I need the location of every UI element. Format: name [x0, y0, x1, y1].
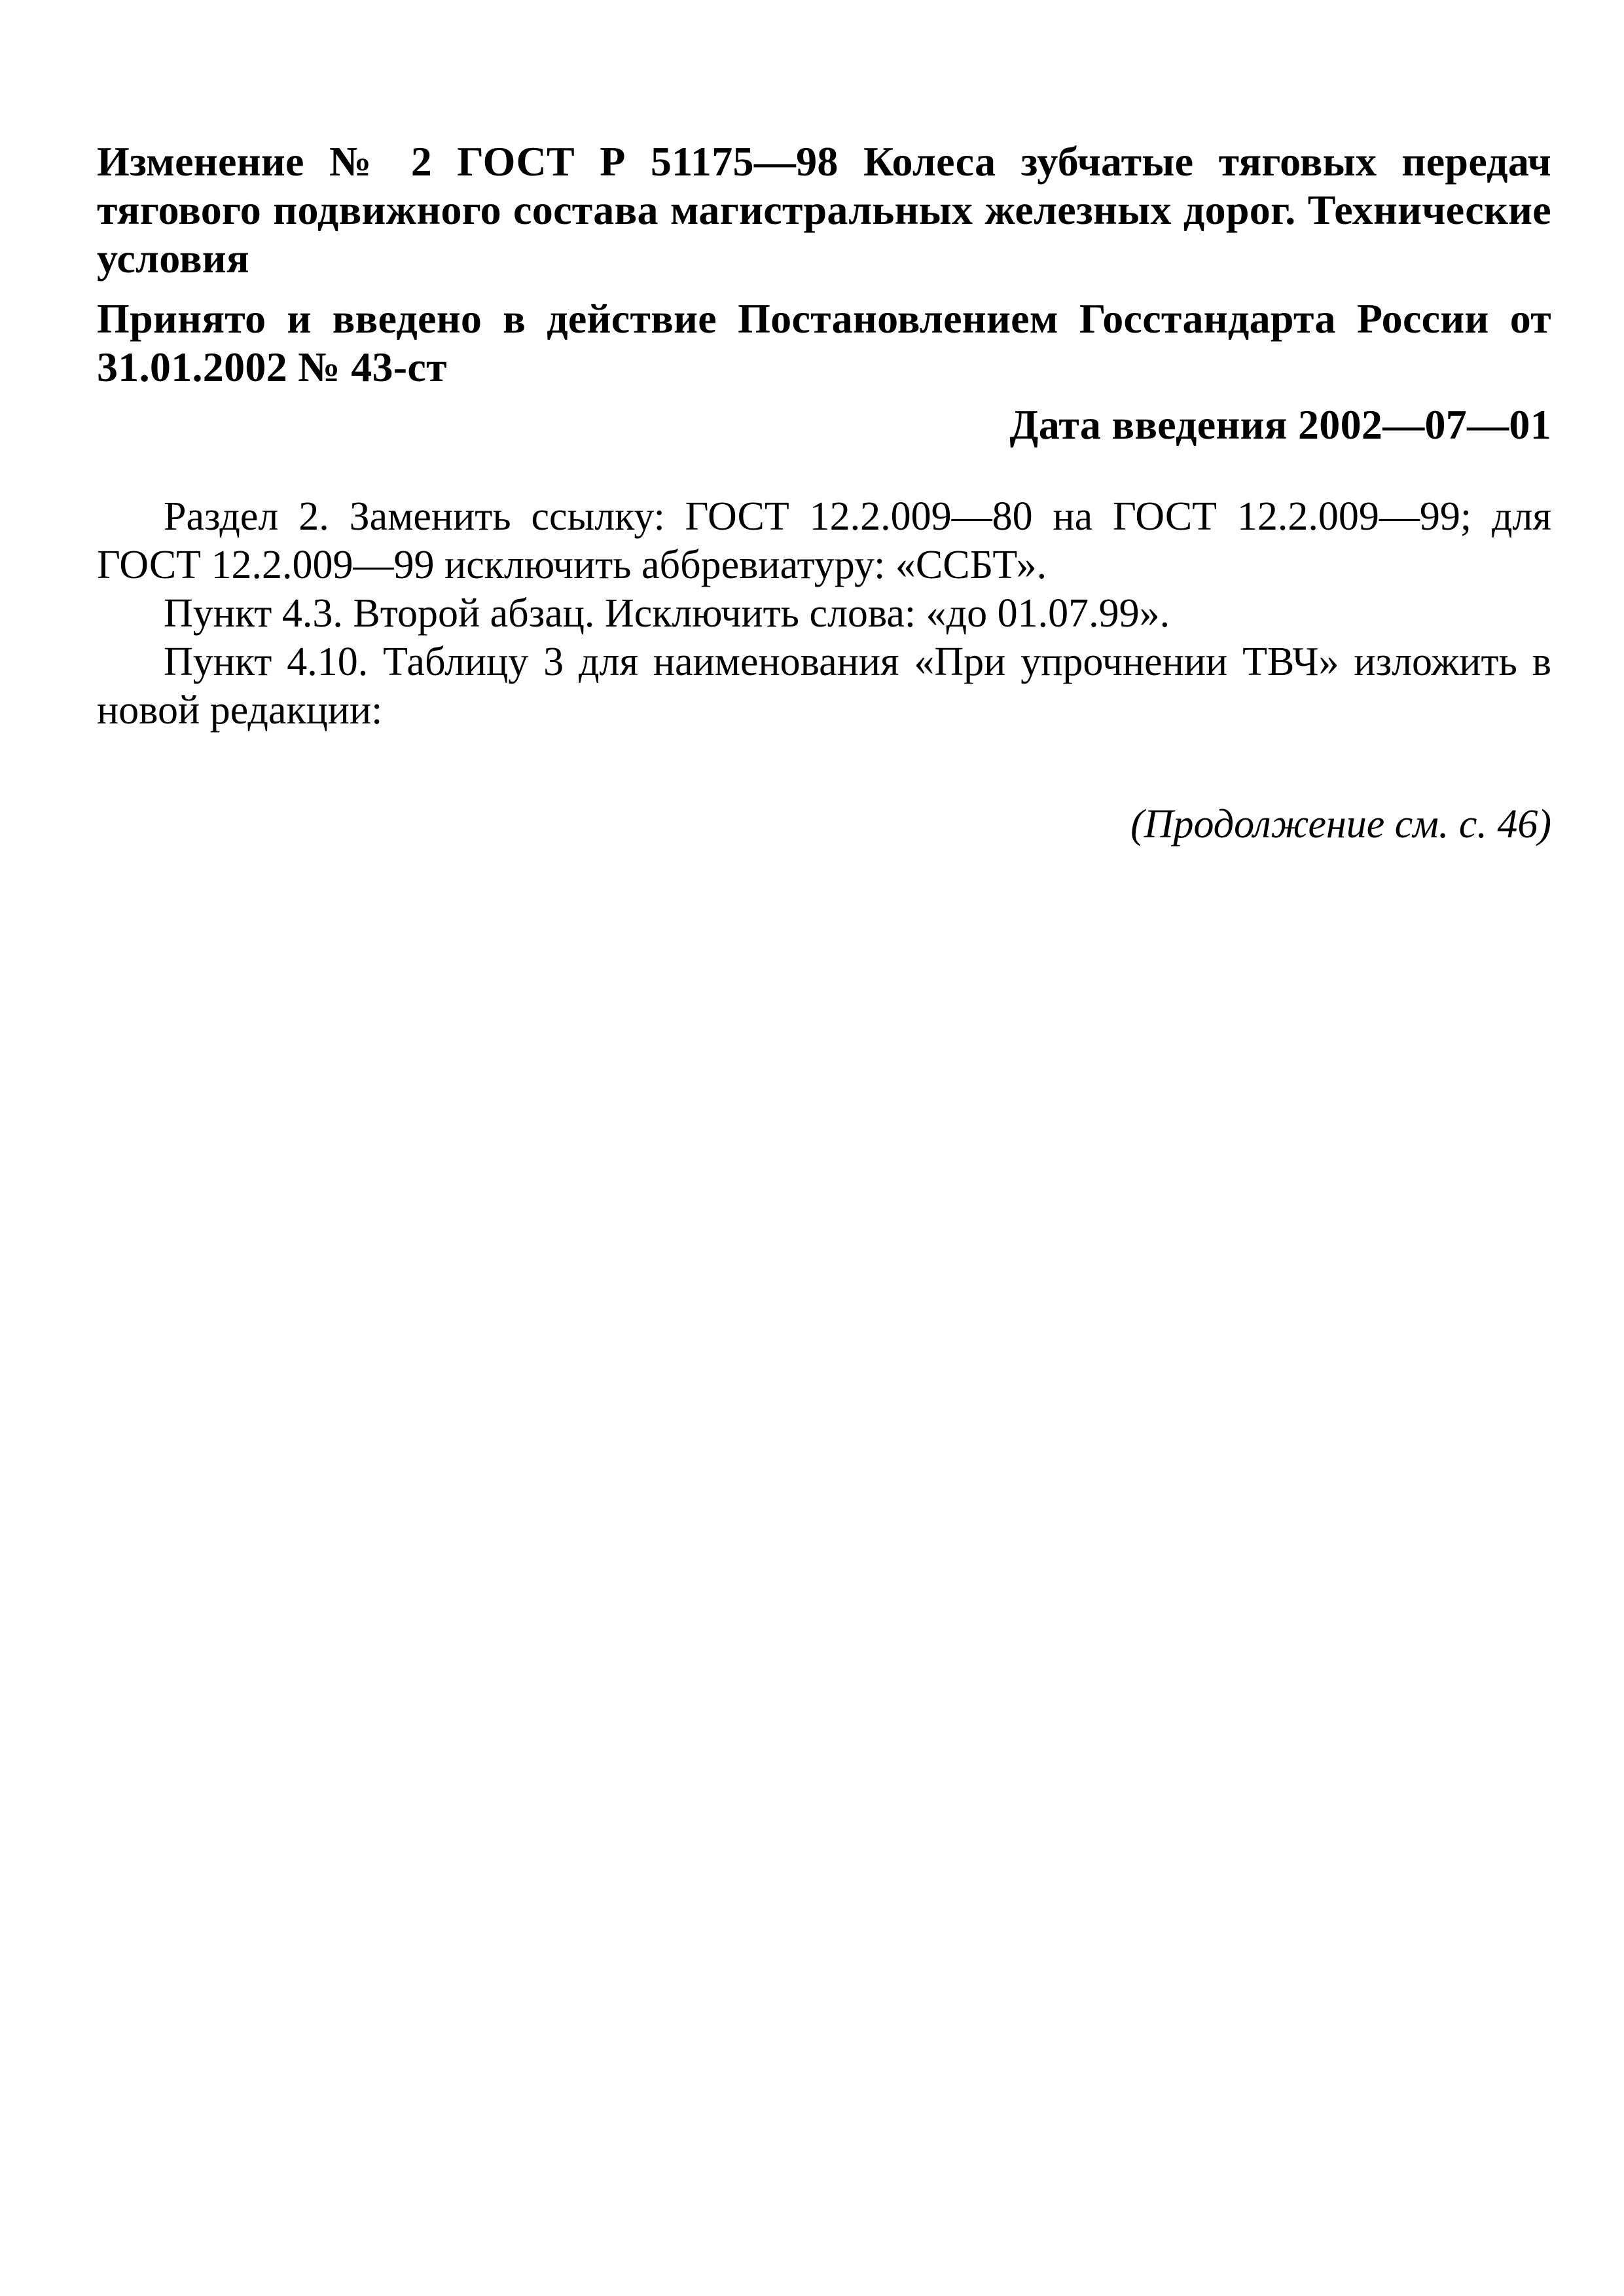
- document-body: [97, 492, 1551, 735]
- continuation-note: (Продолжение см. с. 46): [1130, 802, 1551, 847]
- paragraph-clause-4-10: Пункт 4.10. Таблицу 3 для наименования «При упрочнении ТВЧ» изложить в новой редакции:: [97, 640, 1551, 733]
- paragraph-clause-4-3: Пункт 4.3. Второй абзац. Исключить слова: «до 01.07.99».: [164, 591, 1170, 636]
- document-page: [97, 137, 1551, 848]
- amendment-heading: Изменение № 2 ГОСТ Р 51175—98 Колеса зубчатые тяговых передач тягового подвижного состава магистральных железных дорог. Технические условия: [97, 138, 1551, 282]
- document-header: [97, 137, 1551, 449]
- adoption-statement: Принято и введено в действие Постановлением Госстандарта России от 31.01.2002 № 43-ст: [97, 295, 1551, 390]
- effective-date: Дата введения 2002—07—01: [1009, 401, 1551, 448]
- paragraph-section-2: Раздел 2. Заменить ссылку: ГОСТ 12.2.009—80 на ГОСТ 12.2.009—99; для ГОСТ 12.2.009—99 исключить аббревиатуру: «ССБТ».: [97, 494, 1551, 587]
